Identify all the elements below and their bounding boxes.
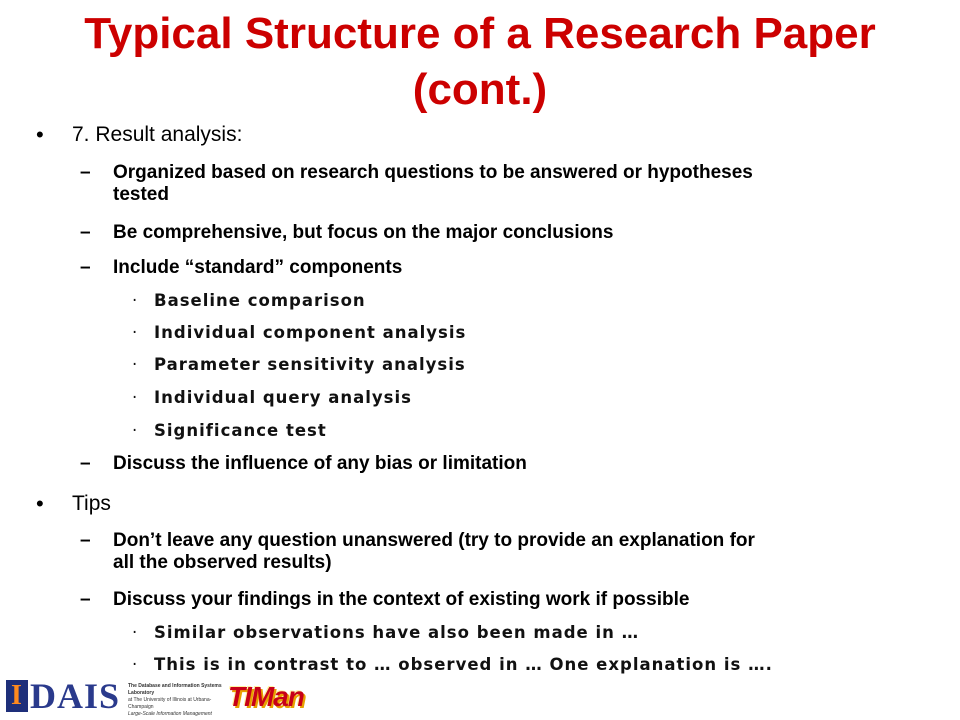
- subitem-organized-line-2: tested: [113, 184, 169, 205]
- bullet-tips: [36, 491, 111, 517]
- subitem-bias: [80, 453, 928, 475]
- subitem-bias-label: Discuss the influence of any bias or limitation: [113, 453, 527, 474]
- bullet-result-analysis: [36, 122, 243, 148]
- lab-affiliation: at The University of Illinois at Urbana-Champaign: [128, 697, 212, 710]
- dash-icon: –: [80, 530, 91, 551]
- subitem-comprehensive-label: Be comprehensive, but focus on the major conclusions: [113, 222, 614, 243]
- example-item: [132, 655, 773, 675]
- slide-title-line-2: (cont.): [412, 65, 548, 114]
- component-item-label: Significance test: [154, 421, 327, 440]
- component-item-label: Individual query analysis: [154, 388, 412, 407]
- dais-logo: [6, 677, 124, 715]
- small-dot-icon: ·: [132, 421, 139, 440]
- example-item-label: This is in contrast to … observed in … One explanation is ….: [154, 655, 773, 674]
- dais-logo-word: DAIS: [30, 676, 121, 716]
- component-item: [132, 355, 466, 375]
- component-item: [132, 388, 412, 408]
- dash-icon: –: [80, 453, 91, 474]
- slide-title-line-1: Typical Structure of a Research Paper: [84, 9, 876, 58]
- bullet-result-analysis-label: 7. Result analysis:: [72, 123, 243, 146]
- subitem-organized: [80, 162, 928, 206]
- small-dot-icon: ·: [132, 355, 139, 374]
- subitem-unanswered-line-2: all the observed results): [113, 552, 332, 573]
- subitem-context: [80, 589, 928, 611]
- dash-icon: –: [80, 222, 91, 243]
- component-item: [132, 323, 467, 343]
- small-dot-icon: ·: [132, 388, 139, 407]
- subitem-comprehensive: [80, 222, 928, 244]
- component-item: [132, 291, 366, 311]
- component-item-label: Individual component analysis: [154, 323, 467, 342]
- small-dot-icon: ·: [132, 323, 139, 342]
- dash-icon: –: [80, 162, 91, 183]
- subitem-standard-components: [80, 257, 928, 279]
- example-item-label: Similar observations have also been made in …: [154, 623, 640, 642]
- bullet-dot-icon: •: [36, 122, 44, 147]
- subitem-unanswered-line-1: Don’t leave any question unanswered (try to provide an explanation for: [113, 530, 755, 551]
- subitem-unanswered: [80, 530, 928, 574]
- bullet-dot-icon: •: [36, 491, 44, 516]
- small-dot-icon: ·: [132, 655, 139, 674]
- subitem-context-label: Discuss your findings in the context of existing work if possible: [113, 589, 690, 610]
- dash-icon: –: [80, 257, 91, 278]
- lab-caption: [128, 683, 228, 718]
- component-item-label: Parameter sensitivity analysis: [154, 355, 466, 374]
- lab-name: The Database and Information Systems Laboratory: [128, 683, 222, 696]
- subitem-organized-line-1: Organized based on research questions to be answered or hypotheses: [113, 162, 753, 183]
- subitem-standard-components-label: Include “standard” components: [113, 257, 403, 278]
- example-item: [132, 623, 640, 643]
- small-dot-icon: ·: [132, 291, 139, 310]
- lab-group: Large-Scale Information Management: [128, 711, 212, 717]
- component-item: [132, 421, 327, 441]
- timan-logo: TIMan: [228, 681, 304, 712]
- illinois-i-icon: I: [6, 680, 28, 712]
- footer-logos: [6, 677, 326, 717]
- small-dot-icon: ·: [132, 623, 139, 642]
- dash-icon: –: [80, 589, 91, 610]
- bullet-tips-label: Tips: [72, 492, 111, 515]
- component-item-label: Baseline comparison: [154, 291, 366, 310]
